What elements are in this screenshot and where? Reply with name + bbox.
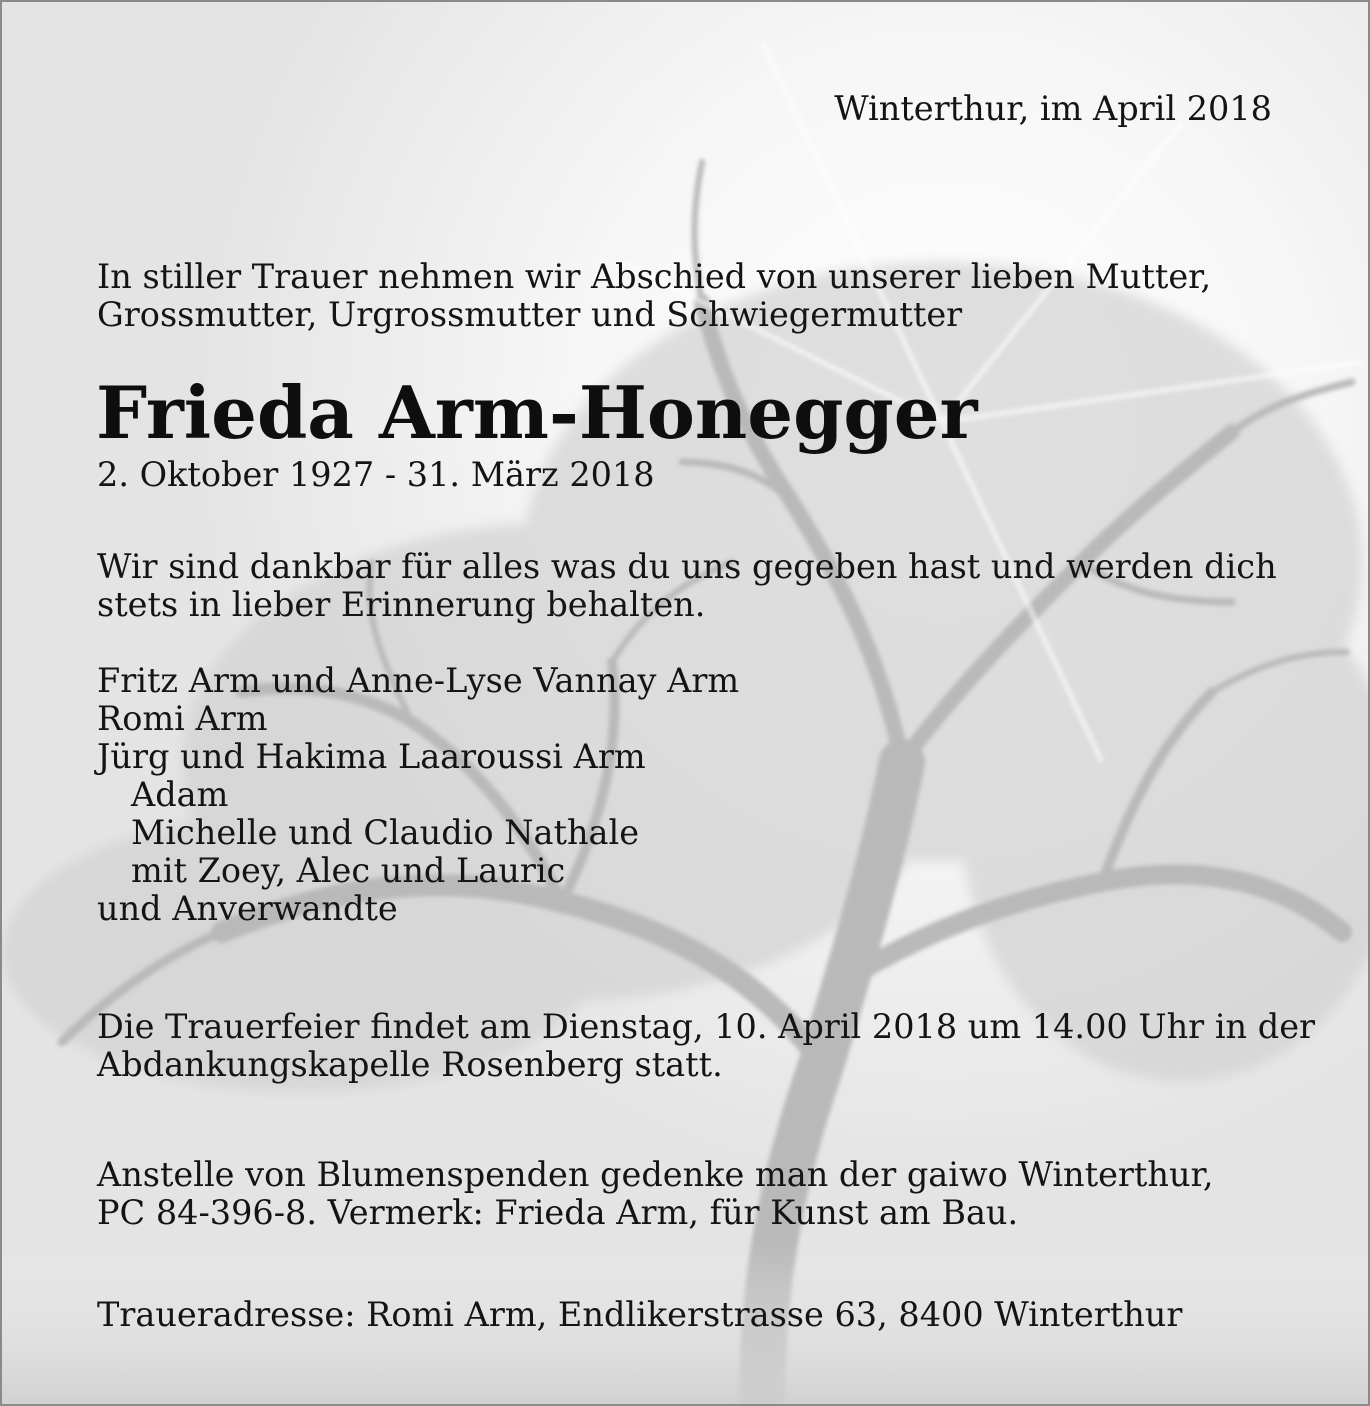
family-member: Jürg und Hakima Laaroussi Arm xyxy=(97,737,646,776)
family-member: mit Zoey, Alec und Lauric xyxy=(131,851,566,890)
gratitude-text xyxy=(97,548,1277,624)
funeral-info xyxy=(97,1008,1315,1084)
donation-info xyxy=(97,1156,1214,1232)
lifespan-dates: 2. Oktober 1927 - 31. März 2018 xyxy=(97,455,655,494)
gratitude-line: Wir sind dankbar für alles was du uns gegeben hast und werden dich xyxy=(97,547,1277,586)
deceased-name: Frieda Arm-Honegger xyxy=(96,370,978,455)
family-list xyxy=(97,662,739,928)
place-and-date: Winterthur, im April 2018 xyxy=(834,89,1272,128)
donation-line: PC 84-396-8. Vermerk: Frieda Arm, für Kunst am Bau. xyxy=(97,1193,1019,1232)
intro-line: Grossmutter, Urgrossmutter und Schwiegermutter xyxy=(97,295,963,334)
family-member: Michelle und Claudio Nathale xyxy=(131,813,640,852)
family-member: Romi Arm xyxy=(97,699,268,738)
mourning-address: Traueradresse: Romi Arm, Endlikerstrasse 63, 8400 Winterthur xyxy=(97,1295,1183,1334)
funeral-line: Die Trauerfeier findet am Dienstag, 10. April 2018 um 14.00 Uhr in der xyxy=(97,1007,1316,1046)
donation-line: Anstelle von Blumenspenden gedenke man der gaiwo Winterthur, xyxy=(97,1155,1214,1194)
family-member: und Anverwandte xyxy=(97,889,398,928)
intro-line: In stiller Trauer nehmen wir Abschied von unserer lieben Mutter, xyxy=(97,257,1212,296)
intro-text xyxy=(97,258,1211,334)
funeral-line: Abdankungskapelle Rosenberg statt. xyxy=(97,1045,723,1084)
gratitude-line: stets in lieber Erinnerung behalten. xyxy=(97,585,706,624)
family-member: Adam xyxy=(131,775,229,814)
family-member: Fritz Arm und Anne-Lyse Vannay Arm xyxy=(97,661,740,700)
